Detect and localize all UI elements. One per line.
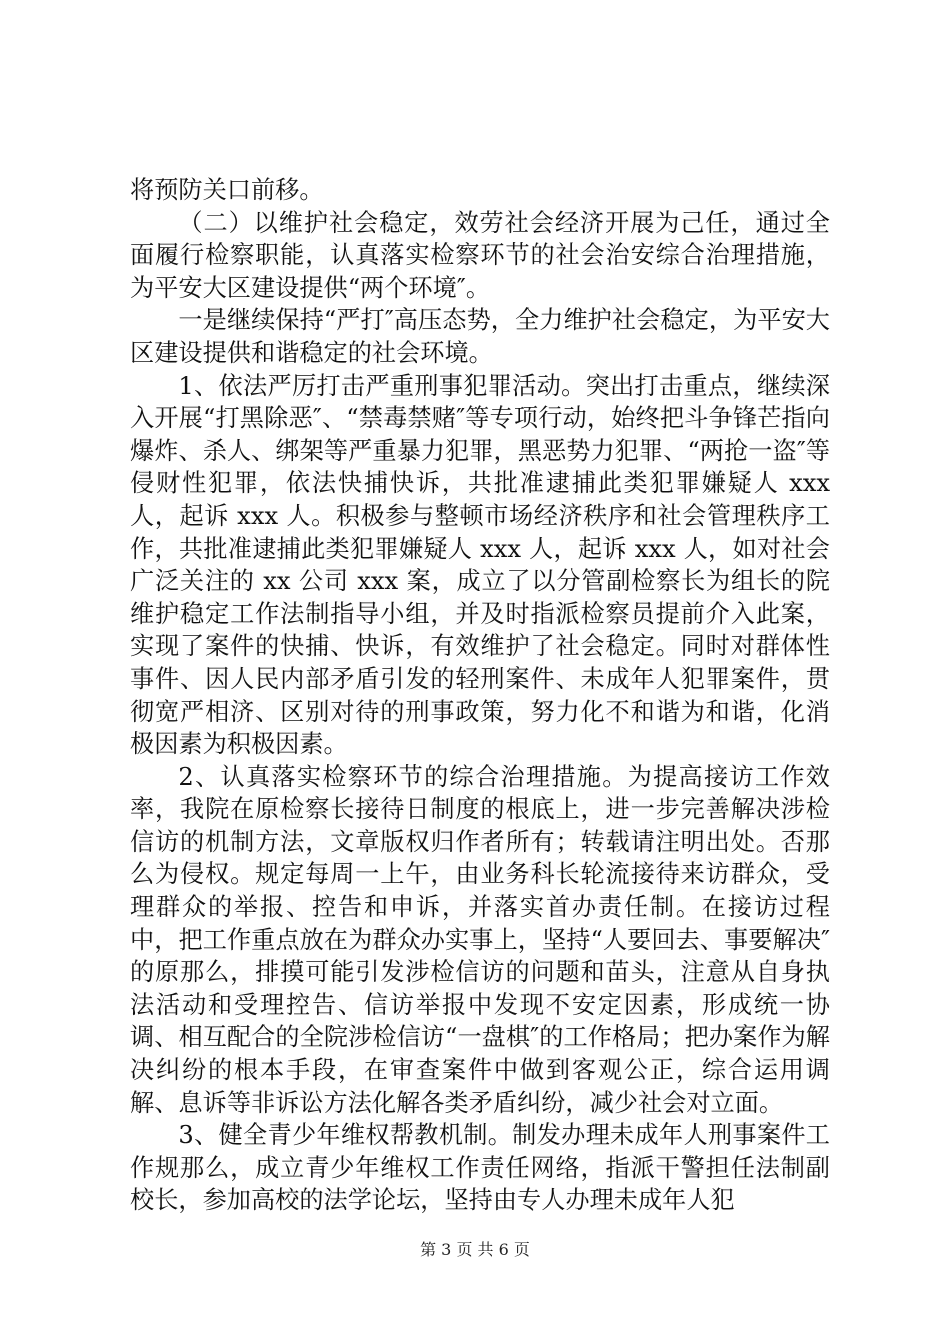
paragraph-item-2: 2、认真落实检察环节的综合治理措施。为提高接访工作效率，我院在原检察长接待日制度的根底上，进一步完善解决涉检信访的机制方法，文章版权归作者所有；转载请注明出处。否那么为侵权。规定每周一上午，由业务科长轮流接待来访群众，受理群众的举报、控告和申诉，并落实首办责任制。在接访过程中，把工作重点放在为群众办实事上，坚持“人要回去、事要解决″的原那么，排摸可能引发涉检信访的问题和苗头，注意从自身执法活动和受理控告、信访举报中发现不安定因素，形成统一协调、相互配合的全院涉检信访“一盘棋″的工作格局；把办案作为解决纠纷的根本手段，在审查案件中做到客观公正，综合运用调解、息诉等非诉讼方法化解各类矛盾纠纷，减少社会对立面。 (130, 762, 830, 1117)
document-body (130, 174, 830, 1217)
paragraph-item-1: 1、依法严厉打击严重刑事犯罪活动。突出打击重点，继续深入开展“打黑除恶″、“禁毒禁赌″等专项行动，始终把斗争锋芒指向爆炸、杀人、绑架等严重暴力犯罪，黑恶势力犯罪、“两抢一盗″等侵财性犯罪，依法快捕快诉，共批准逮捕此类犯罪嫌疑人 xxx 人，起诉 xxx 人。积极参与整顿市场经济秩序和社会管理秩序工作，共批准逮捕此类犯罪嫌疑人 xxx 人，起诉 xxx 人，如对社会广泛关注的 xx 公司 xxx 案，成立了以分管副检察长为组长的院维护稳定工作法制指导小组，并及时指派检察员提前介入此案，实现了案件的快捕、快诉，有效维护了社会稳定。同时对群体性事件、因人民内部矛盾引发的轻刑案件、未成年人犯罪案件，贯彻宽严相济、区别对待的刑事政策，努力化不和谐为和谐，化消极因素为积极因素。 (130, 371, 830, 759)
page-footer (0, 1240, 950, 1260)
paragraph-item-3: 3、健全青少年维权帮教机制。制发办理未成年人刑事案件工作规那么，成立青少年维权工作责任网络，指派干警担任法制副校长，参加高校的法学论坛，坚持由专人办理未成年人犯 (130, 1121, 830, 1215)
paragraph-strike-hard: 一是继续保持“严打″高压态势，全力维护社会稳定，为平安大区建设提供和谐稳定的社会环境。 (130, 306, 830, 367)
page-number-label: 第 3 页 共 6 页 (420, 1240, 530, 1259)
paragraph-section-two: （二）以维护社会稳定，效劳社会经济开展为己任，通过全面履行检察职能，认真落实检察环节的社会治安综合治理措施，为平安大区建设提供“两个环境″。 (130, 208, 830, 302)
paragraph-continuation: 将预防关口前移。 (130, 176, 324, 204)
